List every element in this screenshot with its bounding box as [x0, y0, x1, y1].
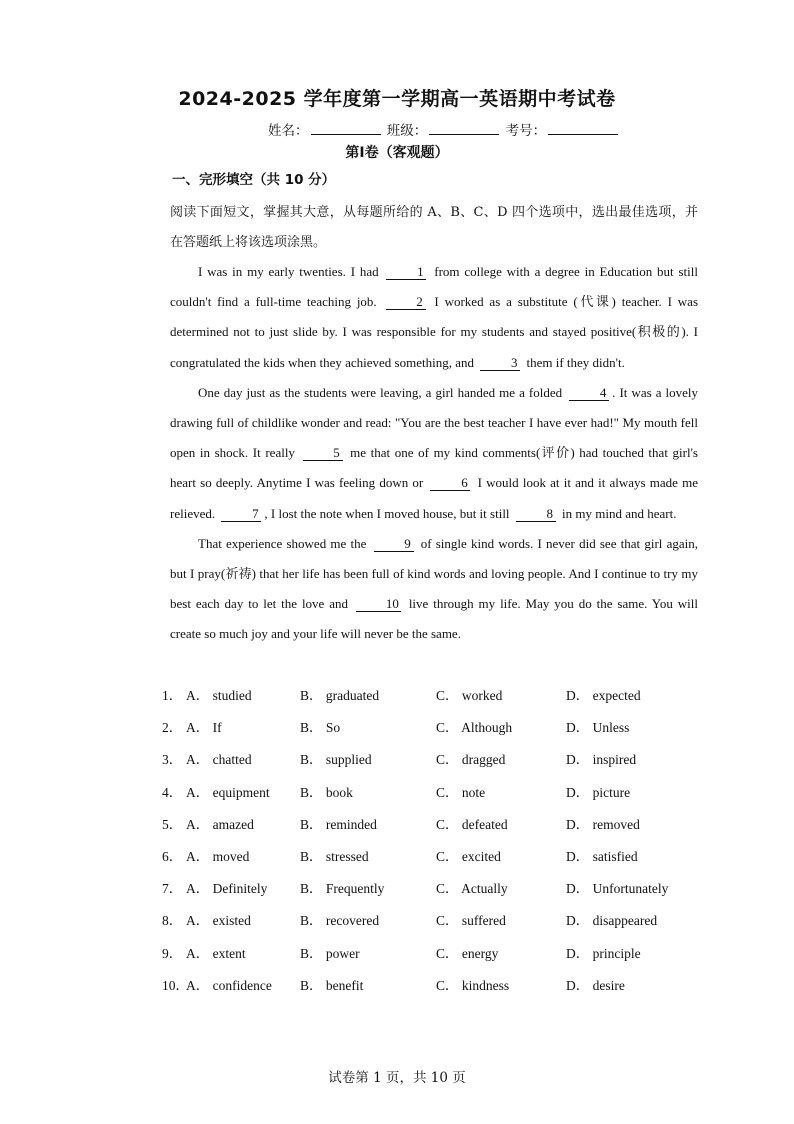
question-number: 2． — [162, 720, 183, 736]
option-b: B． power — [300, 945, 360, 961]
question-row — [162, 781, 722, 813]
blank-3: 3 — [480, 356, 520, 371]
name-blank — [311, 122, 381, 135]
option-b: B． recovered — [300, 913, 380, 929]
option-b: B． graduated — [300, 688, 380, 703]
option-c: C． energy — [436, 945, 499, 961]
exam-no-label: 考号： — [505, 123, 547, 139]
passage-text: I worked as a substitute (代课) teacher. I was determined not to just slide by. I was responsible for my students and stayed positive(积极的). I congratulated the kids when they achieved something, and — [170, 294, 699, 370]
option-d: D． desire — [566, 977, 625, 993]
question-row — [162, 716, 722, 748]
question-number: 8． — [162, 913, 183, 929]
option-d: D． disappeared — [566, 913, 658, 929]
passage-text: of single kind words. I never did see that girl again, but I pray(祈祷) that her life has been full of kind words and loving people. And I continue to try my best each day to let the love and — [170, 535, 698, 612]
blank-9: 9 — [374, 537, 414, 552]
option-d: D． Unfortunately — [566, 881, 669, 897]
option-d: D． picture — [566, 784, 631, 800]
question-row — [162, 909, 722, 941]
question-number: 6． — [162, 848, 183, 864]
option-d: D． expected — [566, 688, 641, 703]
question-row — [162, 974, 722, 1006]
option-c: C． Although — [436, 720, 513, 736]
question-number: 10． — [162, 977, 189, 993]
question-row — [162, 748, 722, 780]
question-number: 5． — [162, 816, 183, 832]
class-label: 班级： — [386, 123, 428, 139]
question-number: 4． — [162, 784, 183, 800]
option-a: A． If — [186, 720, 222, 736]
option-b: B． Frequently — [300, 881, 385, 897]
cloze-passage — [170, 257, 698, 650]
blank-1: 1 — [386, 265, 426, 280]
exam-no-blank — [548, 122, 618, 135]
question-row — [162, 942, 722, 974]
option-a: A． confidence — [186, 977, 272, 993]
question-row — [162, 845, 722, 877]
option-d: D． inspired — [566, 752, 637, 768]
section-instruction: 阅读下面短文，掌握其大意，从每题所给的 A、B、C、D 四个选项中，选出最佳选项，并在答题纸上将该选项涂黑。 — [170, 205, 698, 250]
question-number: 9． — [162, 945, 183, 961]
option-c: C． kindness — [436, 977, 510, 993]
page-footer: 试卷第 1 页，共 10 页 — [328, 1070, 466, 1086]
question-row — [162, 877, 722, 909]
option-b: B． supplied — [300, 752, 372, 768]
question-number: 1． — [162, 688, 183, 703]
passage-text: , I lost the note when I moved house, but it still — [264, 505, 510, 521]
question-row — [162, 813, 722, 845]
option-c: C． suffered — [436, 913, 506, 929]
passage-text: in my mind and heart. — [562, 505, 677, 521]
question-number: 3． — [162, 752, 183, 768]
blank-8: 8 — [516, 507, 556, 522]
passage-paragraph-2 — [170, 378, 698, 529]
section-heading: 一、完形填空（共 10 分） — [172, 172, 336, 188]
blank-7: 7 — [221, 507, 261, 522]
passage-text: . It was a lovely drawing full of childlike wonder and read: "You are the best teacher I have ever had!" My mouth fell open in shock. It really — [170, 384, 699, 461]
option-c: C． note — [436, 784, 486, 800]
option-b: B． reminded — [300, 816, 377, 832]
option-a: A． existed — [186, 913, 251, 929]
blank-6: 6 — [430, 476, 470, 491]
passage-text: from college with a degree in Education but still couldn't find a full-time teaching job. — [170, 264, 698, 310]
option-b: B． So — [300, 720, 341, 736]
blank-10: 10 — [356, 597, 401, 612]
option-a: A． Definitely — [186, 881, 268, 897]
option-c: C． dragged — [436, 752, 506, 768]
question-number: 7． — [162, 881, 183, 897]
option-d: D． Unless — [566, 720, 630, 736]
option-c: C． excited — [436, 848, 501, 864]
passage-paragraph-1 — [170, 257, 698, 378]
option-a: A． chatted — [186, 752, 252, 768]
name-label: 姓名： — [268, 123, 309, 139]
option-d: D． principle — [566, 945, 641, 961]
part-title: 第Ⅰ卷（客观题） — [345, 145, 449, 161]
option-b: B． book — [300, 784, 353, 800]
passage-text: That experience showed me the — [198, 535, 367, 551]
option-a: A． amazed — [186, 816, 254, 832]
passage-text: One day just as the students were leaving, a girl handed me a folded — [198, 384, 563, 400]
option-c: C． worked — [436, 688, 503, 703]
blank-4: 4 — [569, 386, 609, 401]
passage-text: I was in my early twenties. I had — [198, 264, 379, 279]
passage-text: I would look at it and it always made me relieved. — [170, 475, 699, 521]
student-info-line — [268, 119, 620, 139]
option-a: A． equipment — [186, 784, 270, 800]
option-d: D． removed — [566, 816, 640, 832]
option-a: A． moved — [186, 848, 250, 864]
passage-text: them if they didn't. — [526, 354, 625, 370]
exam-title: 2024-2025 学年度第一学期高一英语期中考试卷 — [178, 88, 616, 110]
option-a: A． studied — [186, 688, 252, 703]
blank-5: 5 — [303, 446, 343, 461]
option-c: C． defeated — [436, 816, 508, 832]
class-blank — [429, 122, 499, 135]
passage-text: me that one of my kind comments(评价) had touched that girl's heart so deeply. Anytime I was feeling down or — [170, 445, 698, 491]
option-a: A． extent — [186, 945, 246, 961]
options-list — [162, 684, 722, 1006]
option-b: B． stressed — [300, 848, 369, 864]
blank-2: 2 — [386, 295, 426, 310]
option-d: D． satisfied — [566, 848, 638, 864]
passage-text: live through my life. May you do the same. You will create so much joy and your life will never be the same. — [170, 596, 698, 642]
option-c: C． Actually — [436, 881, 508, 897]
passage-paragraph-3 — [170, 529, 698, 650]
question-row — [162, 684, 722, 716]
option-b: B． benefit — [300, 977, 364, 993]
